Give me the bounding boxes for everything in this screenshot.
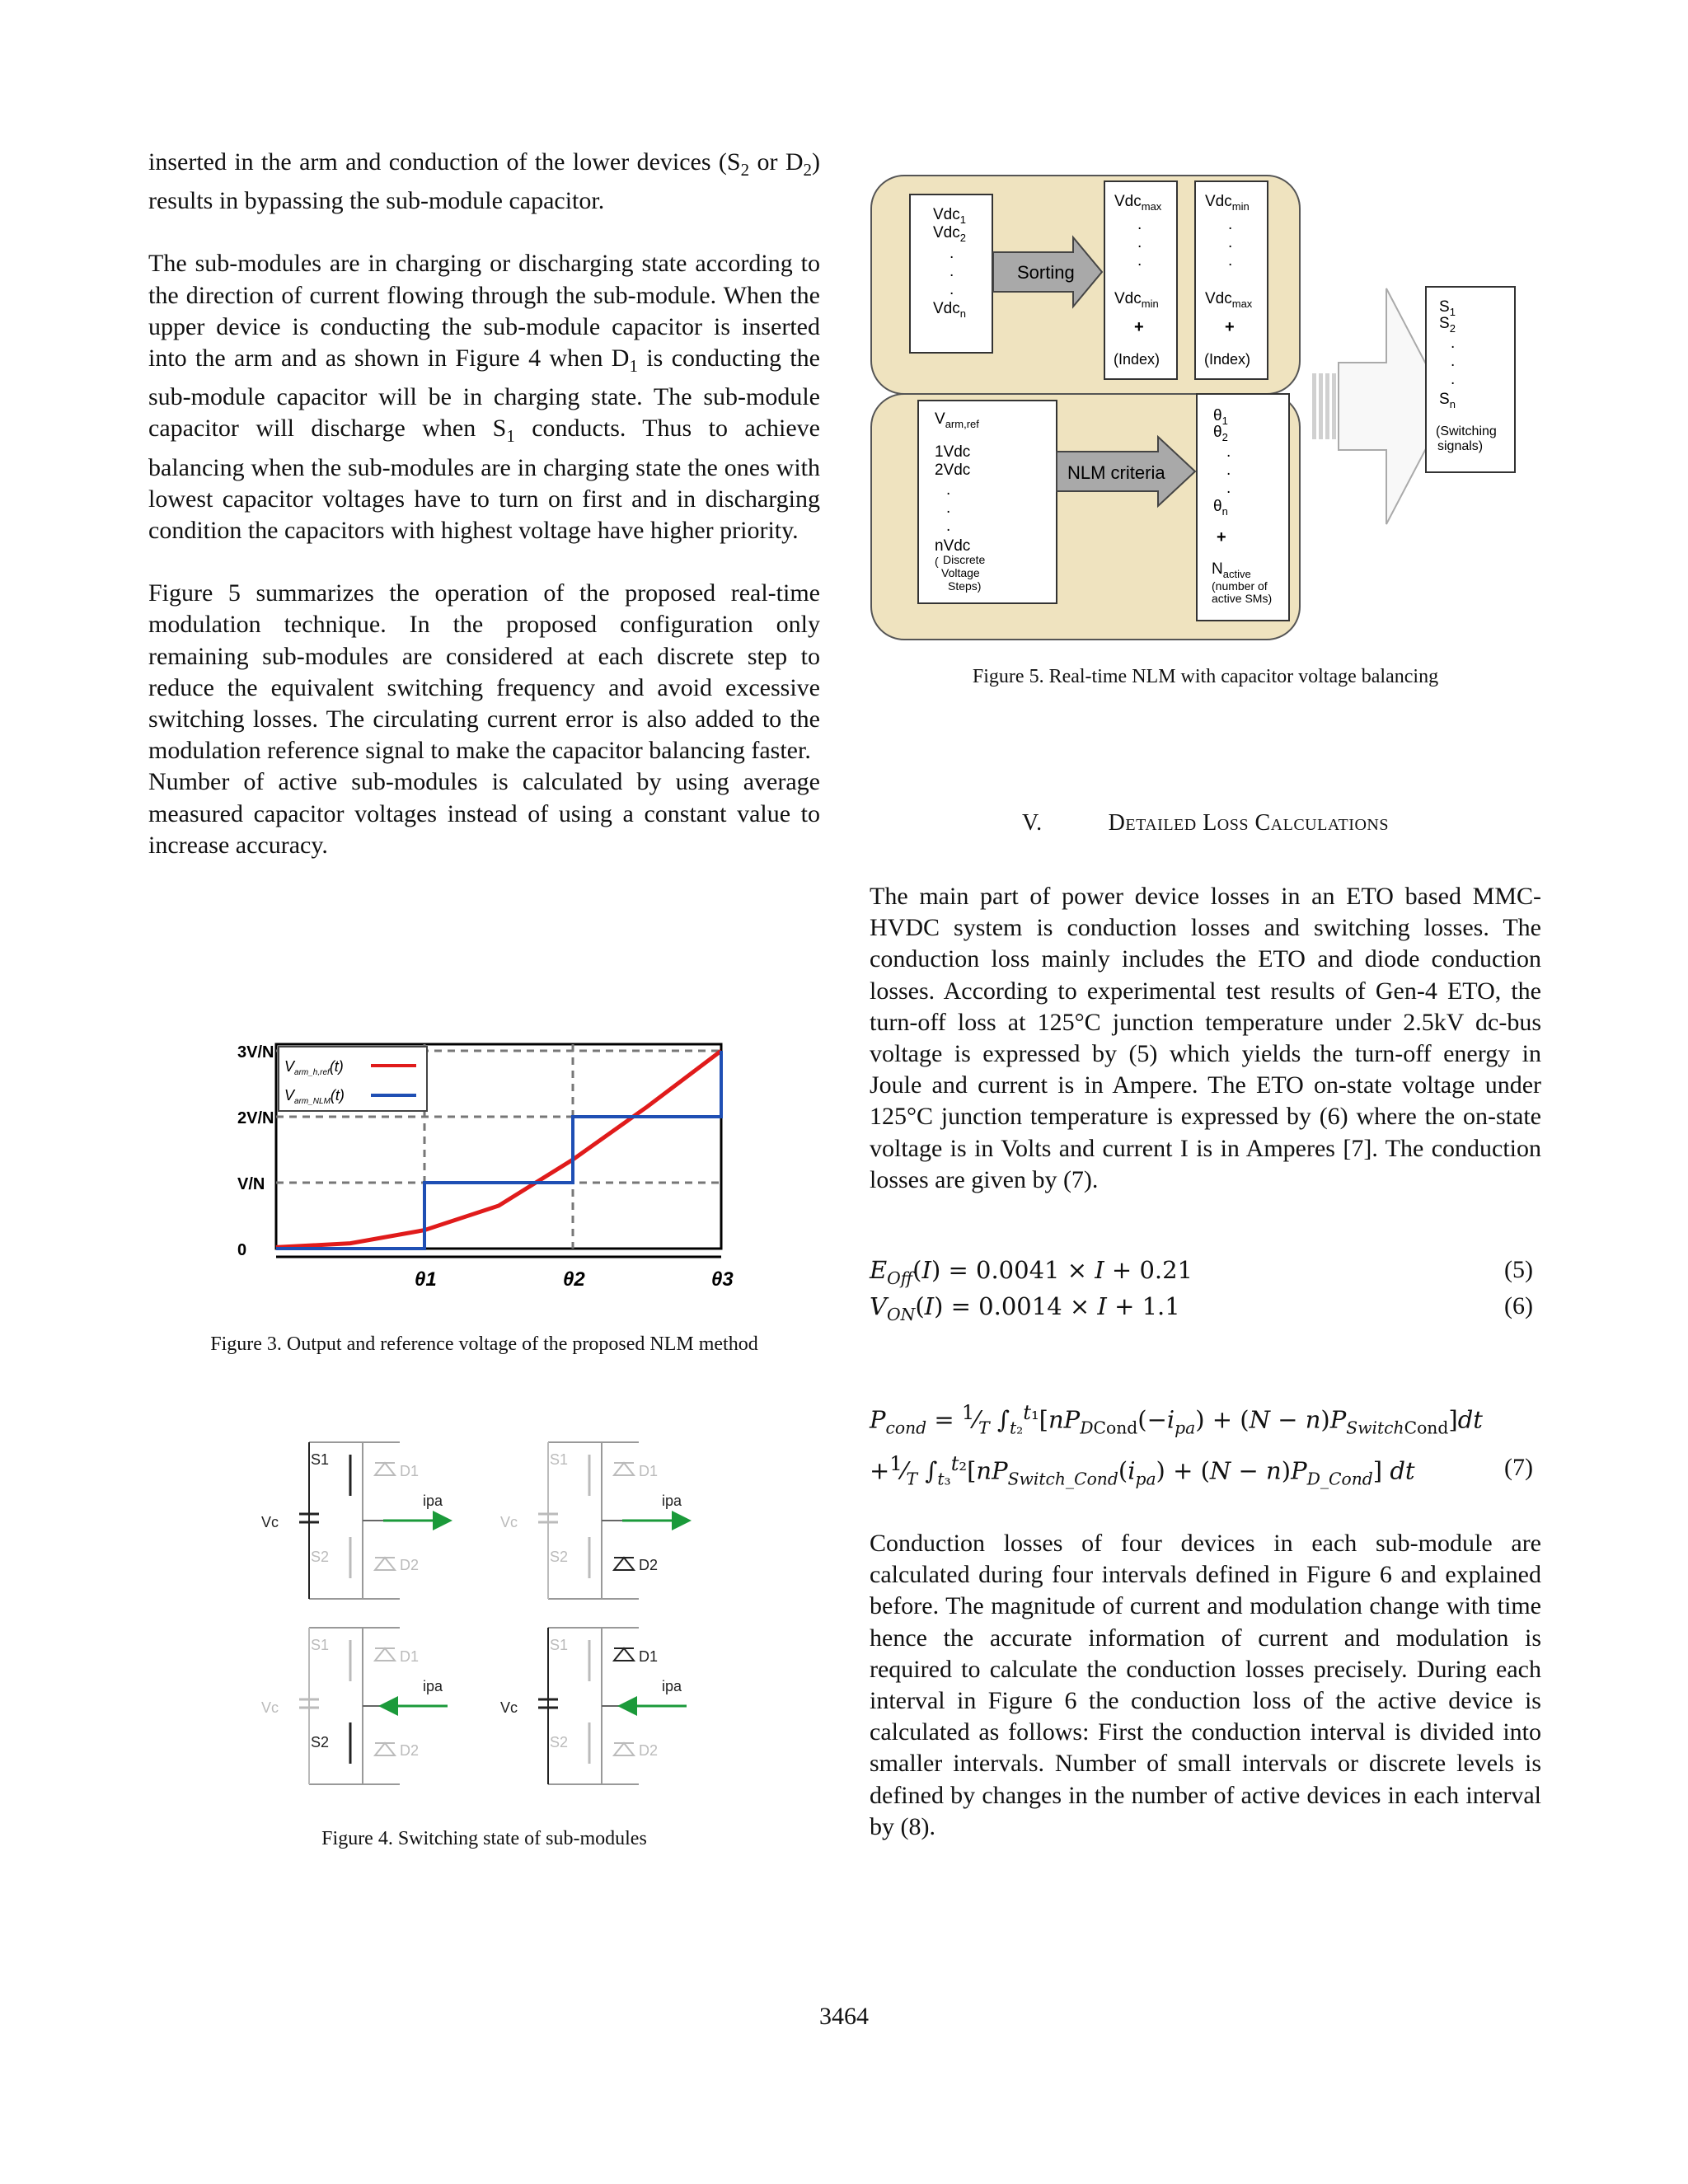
paragraph-figure5-summary: Figure 5 summarizes the operation of the proposed real-time modulation technique. In the proposed configuration only remaining sub-modules are considered at each discrete step to reduce the equivalent switching frequency and avoid excessive switching losses. The circulating current error is also added to the modulation reference signal to make the capacitor balancing faster. — [148, 579, 820, 765]
svg-text:+: + — [1225, 318, 1235, 336]
s1-label: S1 — [550, 1637, 569, 1653]
left-column — [148, 147, 820, 893]
svg-text:nVdc: nVdc — [935, 537, 971, 555]
svg-text:θ1: $\theta_1$ — [1213, 407, 1228, 427]
n-active-label: $N_{active}$ — [1212, 560, 1251, 580]
svg-text:active SMs): active SMs) — [1212, 592, 1273, 605]
d1-diode — [375, 1648, 395, 1661]
svg-text:.: . — [946, 499, 951, 517]
svg-text:.: . — [1451, 371, 1456, 388]
svg-text:Voltage: Voltage — [941, 566, 980, 579]
d2-diode — [614, 1558, 634, 1570]
equation-7-line2: $+^1⁄_T$ $\int_{t_3}^{t_2}[nP_{Switch\_Cond}(i_{pa}) + (N - n)P_{D\_Cond}]$ dt — [870, 1452, 1415, 1489]
svg-text:Vdcmin: Vdc$_{min}$ — [1205, 193, 1250, 213]
svg-text:.: . — [950, 245, 954, 262]
s1-label: S1 — [311, 1637, 330, 1653]
x-tick-label: θ3 — [711, 1268, 734, 1291]
d2-label: D2 — [400, 1557, 420, 1573]
svg-text:.: . — [1226, 443, 1231, 461]
d1-diode — [614, 1648, 634, 1661]
x-tick-label: θ2 — [563, 1268, 585, 1291]
d1-label: D1 — [639, 1463, 659, 1479]
svg-text:signals): signals) — [1437, 439, 1484, 453]
nlm-criteria-label: NLM criteria — [1067, 462, 1165, 483]
svg-text:Vdcmin: Vdc$_{min}$ — [1114, 290, 1159, 310]
svg-text:(Switching: (Switching — [1436, 424, 1497, 438]
svg-text:.: . — [1137, 234, 1142, 251]
s1-label: S1 — [550, 1451, 569, 1468]
vdc1-label: Vdc$_1$ — [933, 206, 966, 226]
svg-text:Vdcmax: Vdc$_{max}$ — [1114, 193, 1162, 213]
vc-label: Vc — [500, 1699, 518, 1716]
svg-text:θn: $\theta_n$ — [1213, 498, 1228, 518]
figure4-switching-states — [260, 1430, 721, 1801]
svg-text:.: . — [946, 481, 951, 499]
ipa-label: ipa — [423, 1678, 443, 1694]
legend-ref-label: $V_{arm\_h,ref}(t)$ — [284, 1058, 344, 1077]
paragraph-active-submodules: Number of active sub-modules is calculated by using average measured capacitor voltages instead of using a constant value to increase accuracy. — [148, 768, 820, 859]
svg-text:.: . — [1228, 216, 1233, 233]
equation-7-number: (7) — [1504, 1454, 1533, 1481]
paragraph-charging-states: The sub-modules are in charging or discharging state according to the direction of current flowing through the sub-module. When the upper device is conducting the sub-module capacitor is inserted into the arm and as shown in Figure 4 when $D_1$ is conducting the sub-module capacitor will be in charging state. The sub-module capacitor will discharge when $S_1$ conducts. Thus to achieve balancing when the sub-modules are in charging state the ones with lowest capacitor voltages have to turn on first and in discharging condition the capacitors with highest voltage have higher priority. — [148, 250, 820, 545]
d2-diode — [375, 1743, 395, 1755]
x-tick-label: θ1 — [415, 1268, 437, 1291]
svg-text:+: + — [1217, 528, 1226, 546]
svg-text:.: . — [1137, 216, 1142, 233]
equation-6: $V_{ON}(I) = 0.0014 \times I + 1.1$ — [870, 1292, 1180, 1324]
switching-state-1 — [261, 1442, 448, 1599]
svg-text:.: . — [1228, 252, 1233, 269]
svg-text:.: . — [1226, 462, 1231, 479]
ipa-label: ipa — [423, 1493, 443, 1509]
svg-text:(: ( — [935, 555, 939, 568]
paragraph-conduction-losses: Conduction losses of four devices in each sub-module are calculated during four intervals defined in Figure 6 and explained before. The magnitude of current and modulation change with time hence the accurate information of current and modulation is required to calculate the conduction losses precisely. During each interval in Figure 6 the conduction loss of the active device is calculated as follows: First the conduction interval is divided into smaller intervals. Number of small intervals or discrete levels is defined by changes in the number of active devices in each interval by (8). — [870, 1530, 1541, 1840]
svg-text:(number of: (number of — [1212, 579, 1268, 593]
svg-text:Discrete: Discrete — [943, 553, 986, 566]
vdc2-label: Vdc$_2$ — [933, 224, 966, 244]
svg-text:Sn: $S_n$ — [1439, 391, 1456, 410]
vdcn-label: Vdc$_n$ — [933, 300, 966, 320]
svg-text:.: . — [1226, 480, 1231, 497]
figure5-caption: Figure 5. Real-time NLM with capacitor voltage balancing — [972, 666, 1439, 687]
svg-text:Vdcmax: Vdc$_{max}$ — [1205, 290, 1253, 310]
equation-6-number: (6) — [1504, 1292, 1533, 1319]
d2-label: D2 — [639, 1742, 659, 1759]
d1-diode — [614, 1463, 634, 1475]
svg-text:.: . — [1451, 353, 1456, 370]
equation-5: $E_{Off}(I) = 0.0041 \times I + 0.21$ — [870, 1256, 1193, 1288]
paragraph-loss-intro: The main part of power device losses in an ETO based MMC-HVDC system is conduction losses and switching losses. The conduction loss mainly includes the ETO and diode conduction losses. According to experimental test results of Gen-4 ETO, the turn-off loss at 125°C junction temperature under 2.5kV dc-bus voltage is expressed by (5) which yields the turn-off energy in Joule and current is in Ampere. The ETO on-state voltage under 125°C junction temperature is expressed by (6) where the on-state voltage is in Volts and current I is in Amperes [7]. The conduction losses are given by (7). — [870, 883, 1541, 1193]
d2-label: D2 — [400, 1742, 420, 1759]
d1-label: D1 — [639, 1648, 659, 1665]
right-column — [870, 881, 1541, 1227]
ipa-label: ipa — [662, 1678, 682, 1694]
s2-label: S2 — [550, 1734, 569, 1750]
chart-legend — [279, 1047, 427, 1111]
svg-text:.: . — [1137, 252, 1142, 269]
legend-nlm-label: $V_{arm\_NLM}(t)$ — [284, 1087, 345, 1106]
vc-label: Vc — [500, 1514, 518, 1530]
svg-text:S2: $S_2$ — [1439, 315, 1456, 335]
sorting-label: Sorting — [1017, 262, 1075, 283]
svg-text:.: . — [1451, 335, 1456, 352]
d1-diode — [375, 1463, 395, 1475]
vc-label: Vc — [261, 1514, 279, 1530]
figure4-caption: Figure 4. Switching state of sub-modules — [321, 1828, 647, 1849]
switching-state-4 — [500, 1628, 687, 1784]
d2-diode — [375, 1558, 395, 1570]
s2-label: S2 — [311, 1734, 330, 1750]
svg-text:.: . — [950, 281, 954, 298]
d2-diode — [614, 1743, 634, 1755]
paragraph-bypass: inserted in the arm and conduction of the lower devices ($S_2$ or $D_2$) results in bypassing the sub-module capacitor. — [148, 148, 820, 215]
svg-text:.: . — [946, 518, 951, 535]
equation-5-number: (5) — [1504, 1256, 1533, 1283]
switching-state-2 — [500, 1442, 687, 1599]
figure5-block-diagram — [867, 171, 1526, 641]
svg-text:θ2: $\theta_2$ — [1213, 424, 1228, 443]
d1-label: D1 — [400, 1648, 420, 1665]
svg-text:2Vdc: 2Vdc — [935, 462, 971, 479]
figure3-chart — [231, 1034, 742, 1306]
y-tick-label: V/N — [237, 1175, 265, 1193]
y-tick-label: 2V/N — [237, 1109, 274, 1127]
index-label-max: (Index) — [1114, 351, 1160, 368]
s2-label: S2 — [311, 1549, 330, 1565]
d1-label: D1 — [400, 1463, 420, 1479]
page-number: 3464 — [819, 2003, 869, 2030]
svg-text:+: + — [1134, 318, 1144, 336]
section-heading: V. Detailed Loss Calculations — [1022, 810, 1389, 836]
svg-text:1Vdc: 1Vdc — [935, 443, 971, 461]
switching-state-3 — [261, 1628, 448, 1784]
s2-label: S2 — [550, 1549, 569, 1565]
index-label-min: (Index) — [1204, 351, 1251, 368]
svg-text:Steps): Steps) — [948, 579, 982, 593]
svg-text:.: . — [1228, 234, 1233, 251]
ipa-label: ipa — [662, 1493, 682, 1509]
y-tick-label: 3V/N — [237, 1043, 274, 1062]
s1-label: S1 — [311, 1451, 330, 1468]
svg-text:S1: $S_1$ — [1439, 298, 1456, 318]
y-tick-label: 0 — [237, 1241, 247, 1259]
svg-text:.: . — [950, 263, 954, 280]
equation-7-line1: $P_{cond}$ = $^1⁄_T$ $\int_{t_2}^{t_1}[nP_{DCond}(-i_{pa}) + (N - n)P_{SwitchCond}]dt$ — [870, 1401, 1483, 1438]
varm-ref-label: $V_{arm,ref}$ — [935, 410, 979, 430]
figure3-caption: Figure 3. Output and reference voltage of the proposed NLM method — [210, 1333, 758, 1355]
vc-label: Vc — [261, 1699, 279, 1716]
right-column-lower — [870, 1528, 1541, 1843]
d2-label: D2 — [639, 1557, 659, 1573]
